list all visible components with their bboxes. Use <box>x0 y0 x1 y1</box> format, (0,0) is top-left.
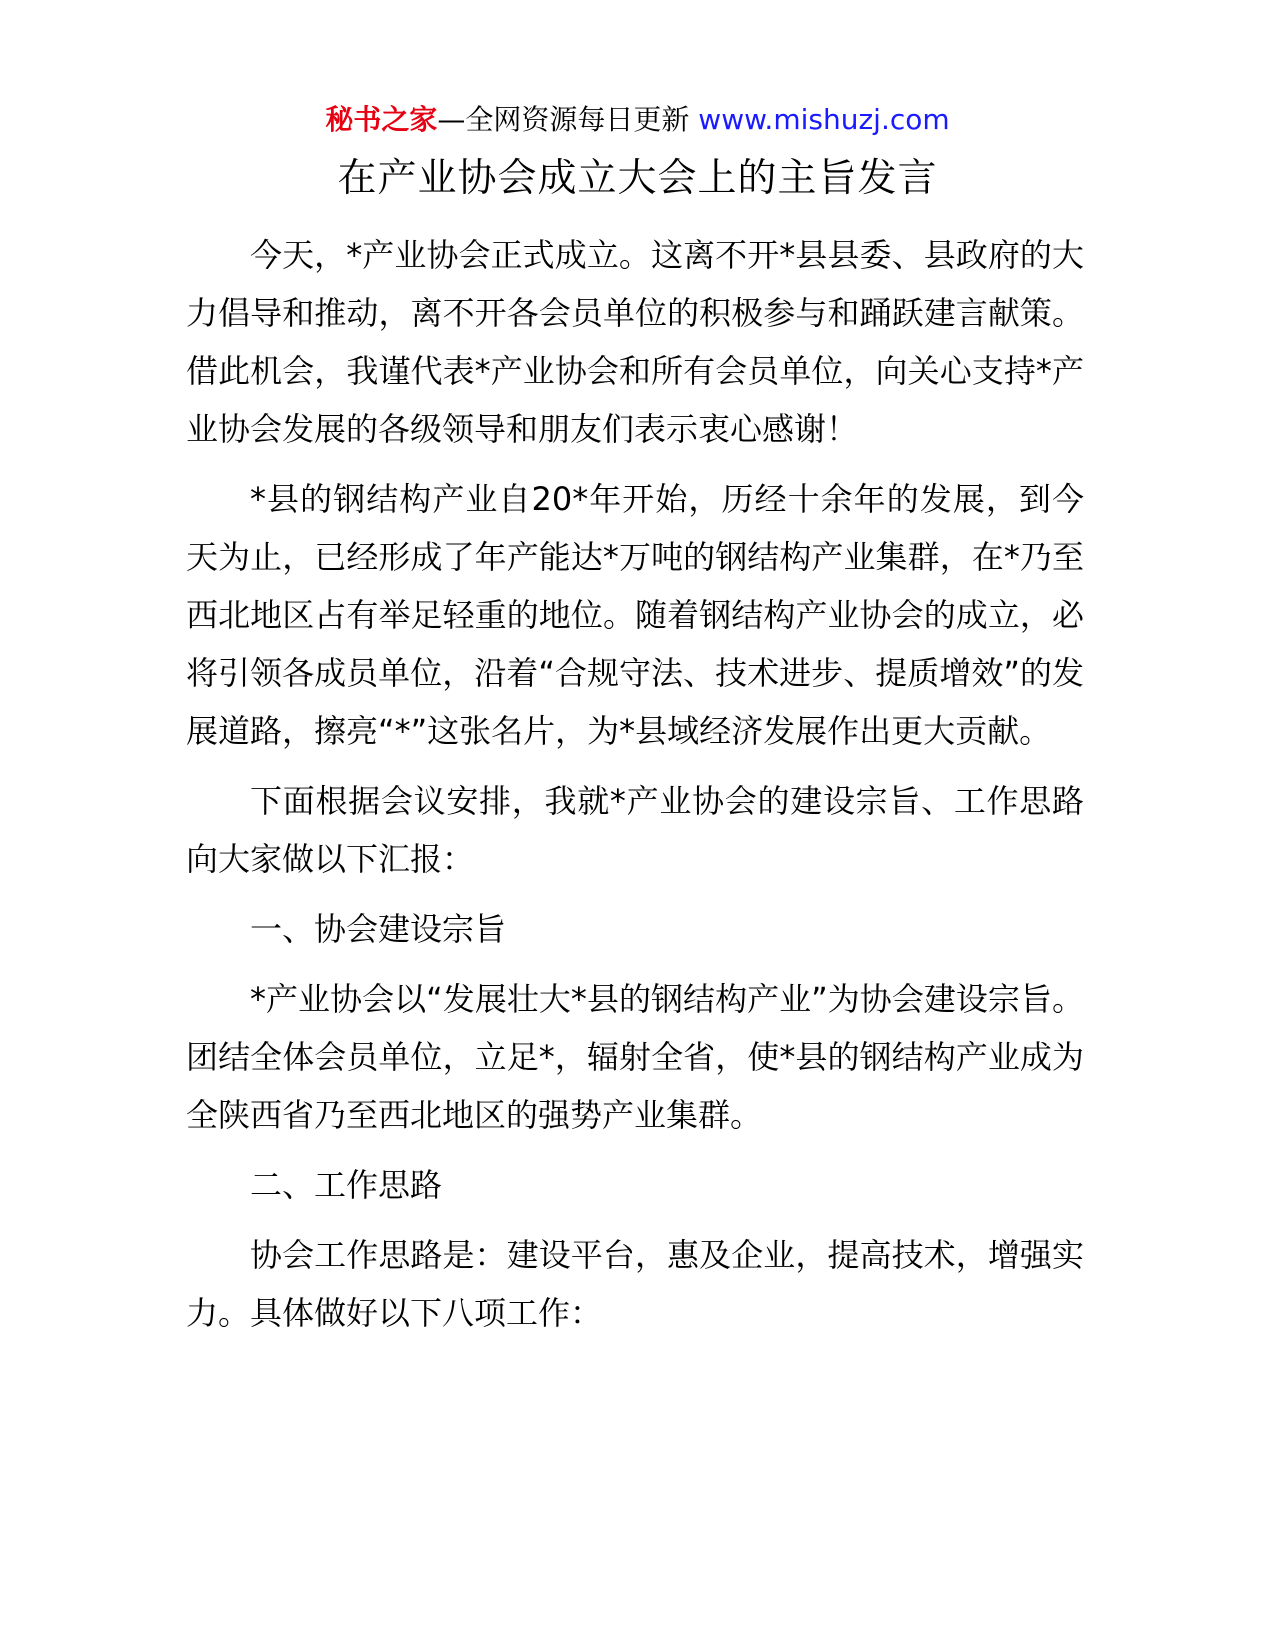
paragraph-purpose: *产业协会以“发展壮大*县的钢结构产业”为协会建设宗旨。团结全体会员单位，立足*，辐射全省，使*县的钢结构产业成为全陕西省乃至西北地区的强势产业集群。 <box>186 980 1084 1134</box>
paragraph-intro: 今天，*产业协会正式成立。这离不开*县县委、县政府的大力倡导和推动，离不开各会员单位的积极参与和踊跃建言献策。借此机会，我谨代表*产业协会和所有会员单位，向关心支持*产业协会发展的各级领导和朋友们表示衷心感谢！ <box>186 236 1084 448</box>
document-body <box>186 226 1084 1354</box>
site-header <box>0 100 1275 140</box>
brand-name: 秘书之家 <box>325 103 438 136</box>
paragraph-approach: 协会工作思路是：建设平台，惠及企业，提高技术，增强实力。具体做好以下八项工作： <box>186 1236 1084 1332</box>
section-heading-approach: 二、工作思路 <box>250 1166 443 1204</box>
paragraph-report-intro: 下面根据会议安排，我就*产业协会的建设宗旨、工作思路向大家做以下汇报： <box>186 782 1084 878</box>
section-heading-purpose: 一、协会建设宗旨 <box>250 910 507 948</box>
document-title: 在产业协会成立大会上的主旨发言 <box>337 156 938 201</box>
header-tagline: —全网资源每日更新 <box>437 103 690 136</box>
site-url-link[interactable]: www.mishuzj.com <box>698 103 950 136</box>
paragraph-industry-background: *县的钢结构产业自20*年开始，历经十余年的发展，到今天为止，已经形成了年产能达*万吨的钢结构产业集群，在*乃至西北地区占有举足轻重的地位。随着钢结构产业协会的成立，必将引领各成员单位，沿着“合规守法、技术进步、提质增效”的发展道路，擦亮“*”这张名片，为*县域经济发展作出更大贡献。 <box>186 480 1084 750</box>
